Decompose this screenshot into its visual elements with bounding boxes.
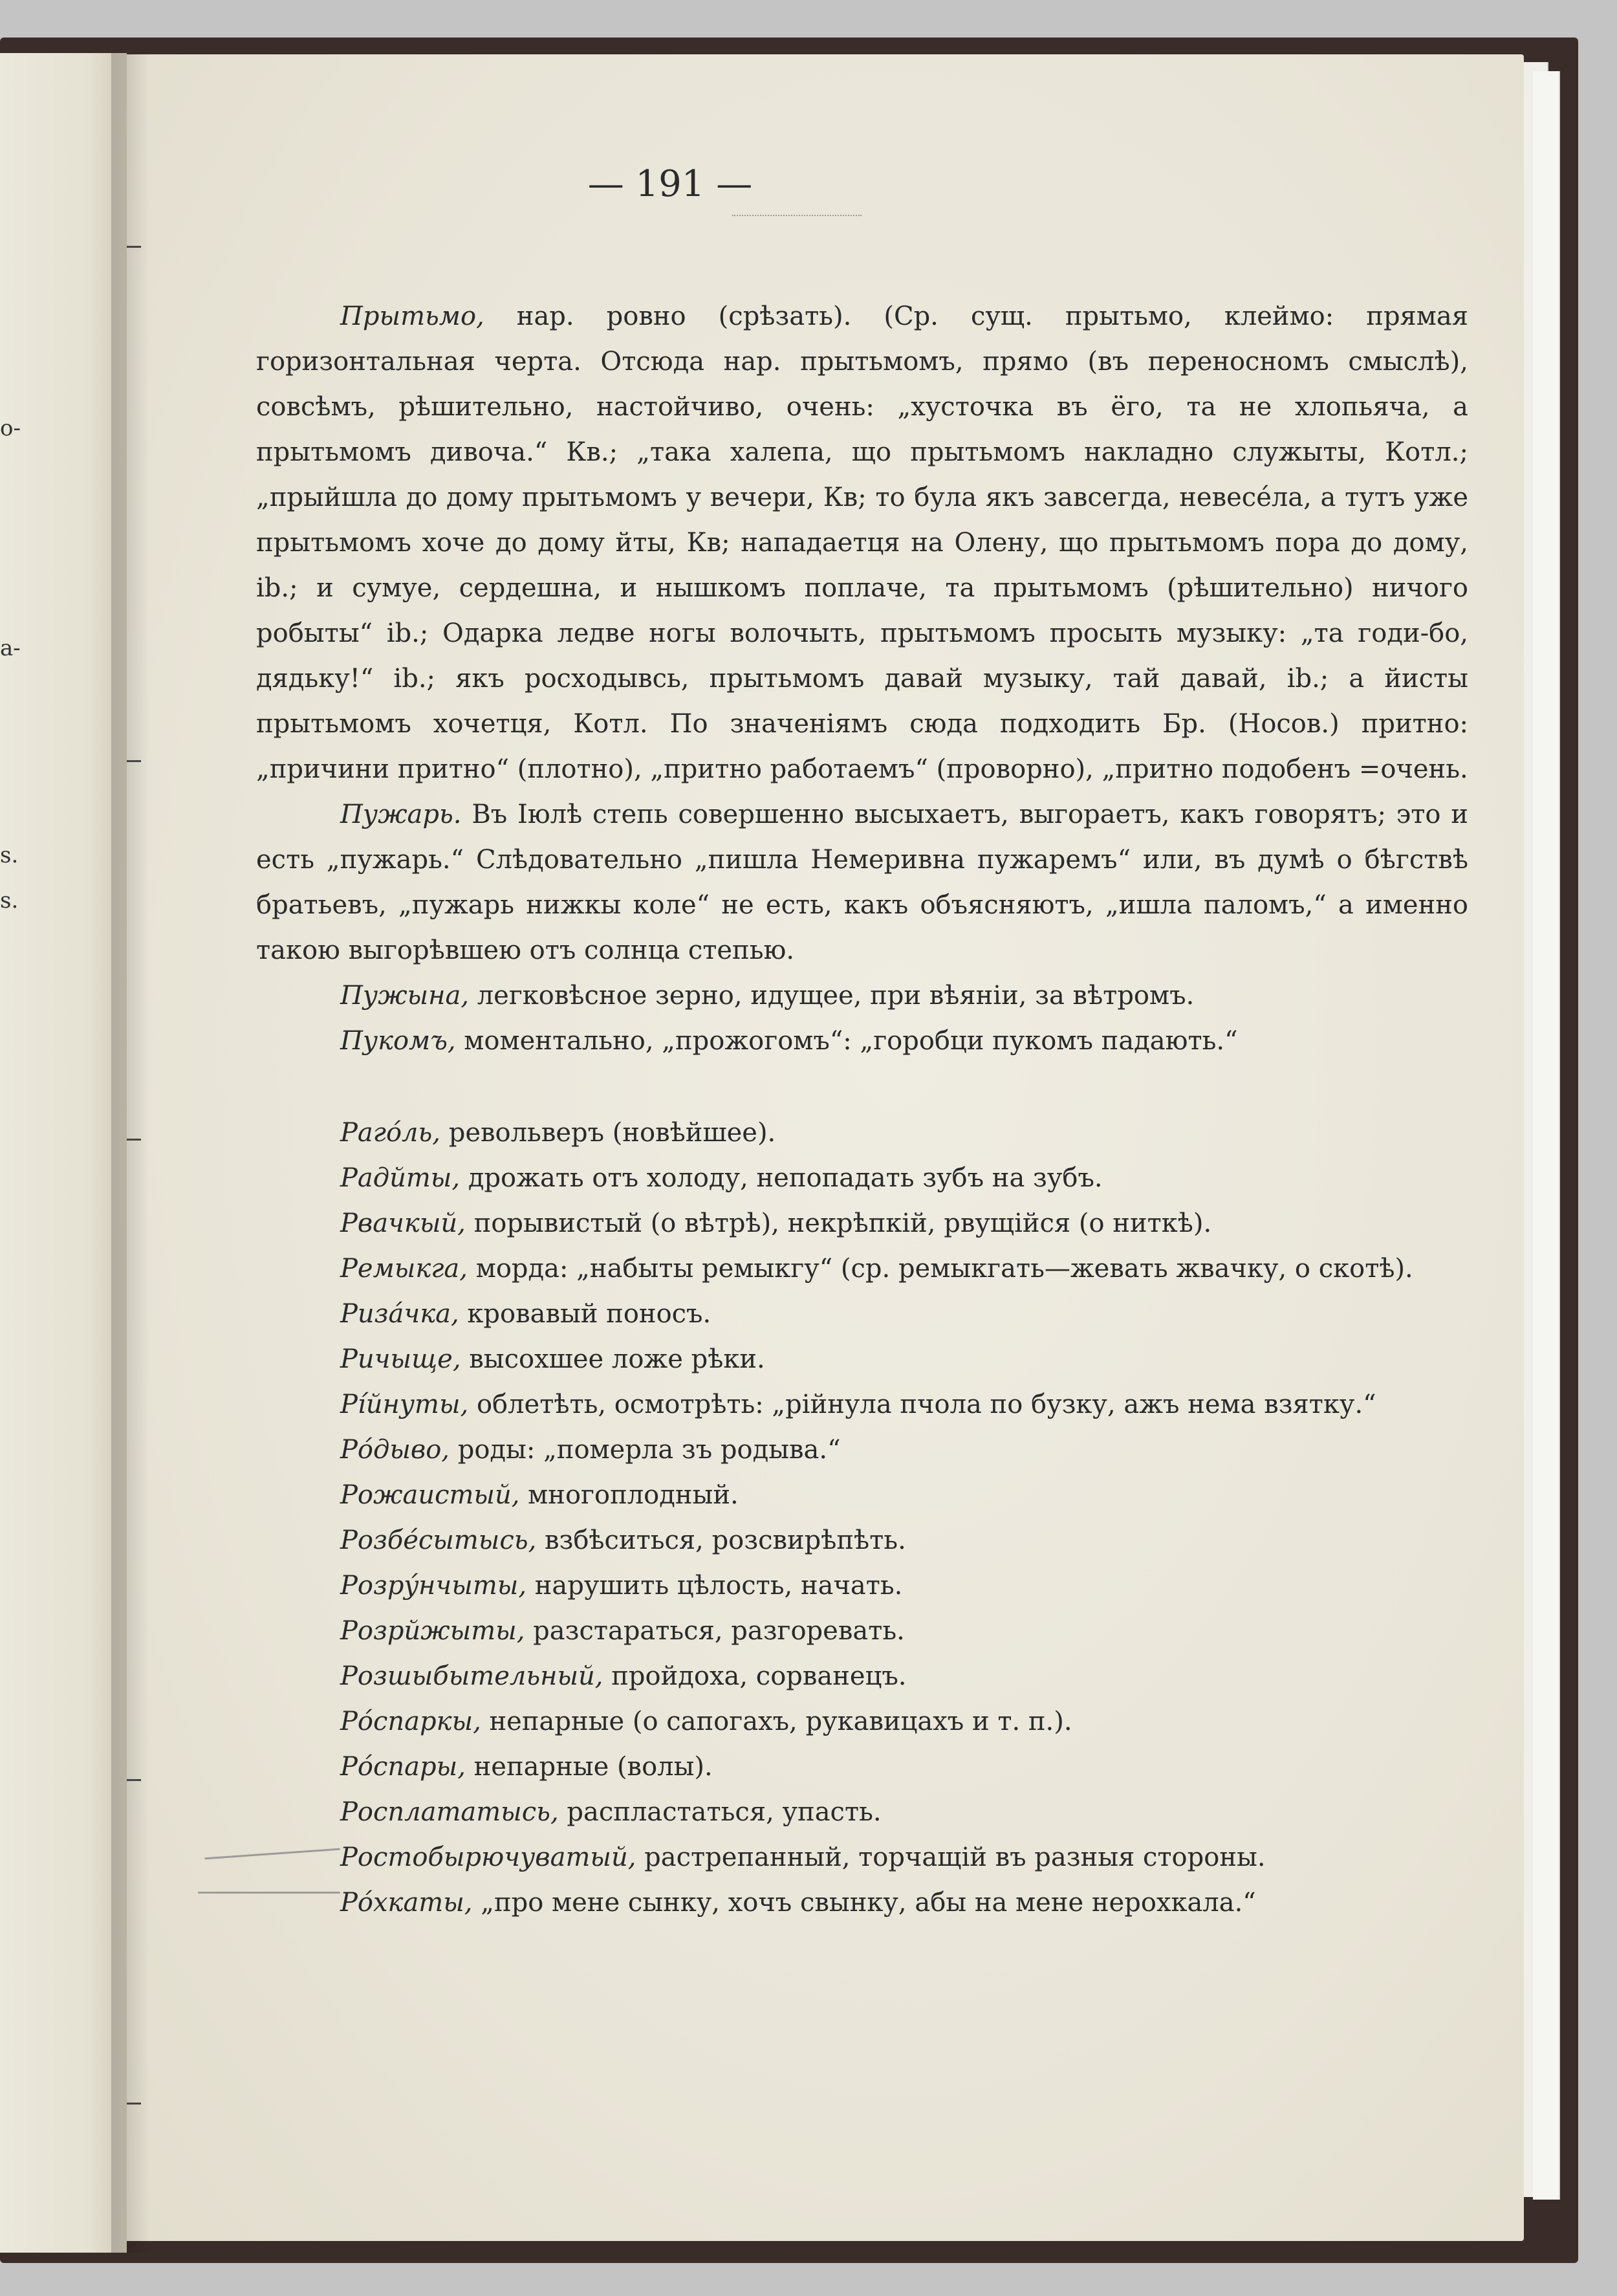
entry-definition: растрепанный, торчащій въ разныя стороны. [636, 1842, 1266, 1872]
binding-mark [127, 1779, 141, 1781]
page-number-underline [732, 212, 862, 216]
entry-definition: морда: „набыты ремыкгу“ (ср. ремыкгать—жевать жвачку, о скотѣ). [468, 1254, 1413, 1284]
dictionary-entry [256, 294, 1468, 792]
entry-headword: Пужарь. [340, 800, 462, 829]
entry-definition: револьверъ (новѣйшее). [440, 1118, 776, 1148]
entry-definition: нарушить цѣлость, начать. [526, 1571, 903, 1601]
entry-definition: облетѣть, осмотрѣть: „рійнула пчола по бузку, ажъ нема взятку.“ [468, 1390, 1376, 1419]
entry-headword: Ремыкга, [340, 1254, 468, 1284]
entry-definition: дрожать отъ холоду, непопадать зубъ на зубъ. [460, 1163, 1103, 1193]
entry-definition: роды: „померла зъ родыва.“ [450, 1435, 841, 1465]
entry-headword: Розбéсытысь, [340, 1525, 537, 1555]
entry-headword: Рíйнуты, [340, 1390, 469, 1419]
entry-headword: Пужына, [340, 981, 470, 1011]
dictionary-entry [256, 1563, 1468, 1608]
spine-shadow [111, 53, 150, 2253]
entry-headword: Прытьмо, [340, 301, 484, 331]
dictionary-entry [256, 1835, 1468, 1880]
dictionary-entry [256, 1427, 1468, 1472]
pencil-mark [198, 1892, 340, 1894]
dictionary-entry [256, 1518, 1468, 1563]
dictionary-entry [256, 1382, 1468, 1427]
dictionary-entry [256, 1744, 1468, 1789]
left-page-fragment: s. [0, 842, 19, 868]
binding-mark [127, 760, 141, 762]
dictionary-entry [256, 792, 1468, 973]
previous-page [0, 53, 127, 2253]
dictionary-entry [256, 1291, 1468, 1337]
entry-headword: Рожаистый, [340, 1480, 520, 1510]
entry-definition: взбѣситься, розсвирѣпѣть. [536, 1525, 906, 1555]
entry-headword: Розшыбытельный, [340, 1661, 603, 1691]
entry-headword: Ростобырючуватый, [340, 1842, 636, 1872]
entry-headword: Розрйжыты, [340, 1616, 525, 1646]
entry-headword: Рóспаркы, [340, 1707, 481, 1736]
entry-headword: Пукомъ, [340, 1026, 456, 1056]
entry-headword: Розрýнчыты, [340, 1571, 527, 1601]
dictionary-entry [256, 1246, 1468, 1291]
entry-definition: кровавый поносъ. [459, 1299, 711, 1329]
entry-headword: Рагóль, [340, 1118, 441, 1148]
dictionary-entry [256, 1880, 1468, 1925]
entry-definition: нар. ровно (срѣзать). (Ср. сущ. прытьмо, клеймо: прямая горизонтальная черта. Отсюда нар. прытьмомъ, прямо (въ переносномъ смыслѣ), совсѣмъ, рѣшительно, настойчиво, очень: „хусточка въ ёго, та не хлопьяча, а прытьмомъ дивоча.“ Кв.; „така халепа, що прытьмомъ накладно служыты, Котл.; „прыйшла до дому прытьмомъ у вечери, Кв; то була якъ завсегда, невесéла, а тутъ уже прытьмомъ хоче до дому йты, Кв; нападаетця на Олену, що прытьмомъ пора до дому, іb.; и сумуе, сердешна, и нышкомъ поплаче, та прытьмомъ (рѣшительно) ничого робыты“ іb.; Одарка ледве ногы волочыть, прытьмомъ просыть музыку: „та годи-бо, дядьку!“ іb.; якъ росходывсь, прытьмомъ давай музыку, тай давай, іb.; а йисты прытьмомъ хочетця, Котл. По значеніямъ сюда подходить Бр. (Носов.) притно: „причини притно“ (плотно), „притно работаемъ“ (проворно), „притно подобенъ =очень. [256, 301, 1468, 784]
entry-headword: Росплататысь, [340, 1797, 559, 1827]
entry-definition: многоплодный. [519, 1480, 739, 1510]
entry-headword: Рвачкый, [340, 1208, 466, 1238]
binding-mark [127, 2103, 141, 2105]
left-page-fragment: o- [0, 415, 21, 441]
dictionary-entry [256, 1018, 1468, 1064]
entry-definition: непарные (о сапогахъ, рукавицахъ и т. п.). [481, 1707, 1072, 1736]
entry-definition: Въ Іюлѣ степь совершенно высыхаетъ, выгораетъ, какъ говорятъ; это и есть „пужарь.“ Слѣдовательно „пишла Немеривна пужаремъ“ или, въ думѣ о бѣгствѣ братьевъ, „пужарь нижкы коле“ не есть, какъ объясняютъ, „ишла паломъ,“ а именно такою выгорѣвшею отъ солнца степью. [256, 800, 1468, 965]
dictionary-entry [256, 1789, 1468, 1835]
book-page [127, 54, 1524, 2241]
entry-definition: распластаться, упасть. [558, 1797, 882, 1827]
dictionary-entry [256, 1201, 1468, 1246]
entry-headword: Рóдыво, [340, 1435, 450, 1465]
page-edge [1533, 71, 1560, 2200]
entry-definition: порывистый (о вѣтрѣ), некрѣпкій, рвущійся (о ниткѣ). [465, 1208, 1212, 1238]
entry-definition: моментально, „прожогомъ“: „горобци пукомъ падають.“ [455, 1026, 1238, 1056]
entry-definition: непарные (волы). [465, 1752, 713, 1782]
dictionary-entry [256, 1155, 1468, 1201]
binding-mark [127, 246, 141, 248]
entry-headword: Рóспары, [340, 1752, 466, 1782]
entry-definition: „про мене сынку, хочъ свынку, абы на мене нерохкала.“ [472, 1888, 1256, 1918]
entry-definition: пройдоха, сорванецъ. [603, 1661, 907, 1691]
dictionary-entry [256, 1472, 1468, 1518]
dictionary-entry [256, 1608, 1468, 1654]
entry-definition: высохшее ложе рѣки. [461, 1344, 765, 1374]
binding-mark [127, 1139, 141, 1141]
dictionary-entry [256, 1110, 1468, 1155]
page-number: — 191 — [587, 163, 753, 205]
dictionary-entry [256, 1654, 1468, 1699]
dictionary-entries [256, 294, 1468, 1925]
entry-headword: Рóхкаты, [340, 1888, 473, 1918]
left-page-fragment: s. [0, 888, 19, 913]
dictionary-entry [256, 973, 1468, 1018]
dictionary-entry [256, 1699, 1468, 1744]
dictionary-entry [256, 1337, 1468, 1382]
entry-headword: Радйты, [340, 1163, 461, 1193]
entry-headword: Ризáчка, [340, 1299, 459, 1329]
entry-definition: разстараться, разгоревать. [525, 1616, 905, 1646]
entry-definition: легковѣсное зерно, идущее, при вѣяніи, за вѣтромъ. [469, 981, 1195, 1011]
entry-headword: Ричыще, [340, 1344, 461, 1374]
left-page-fragment: а- [0, 635, 21, 661]
